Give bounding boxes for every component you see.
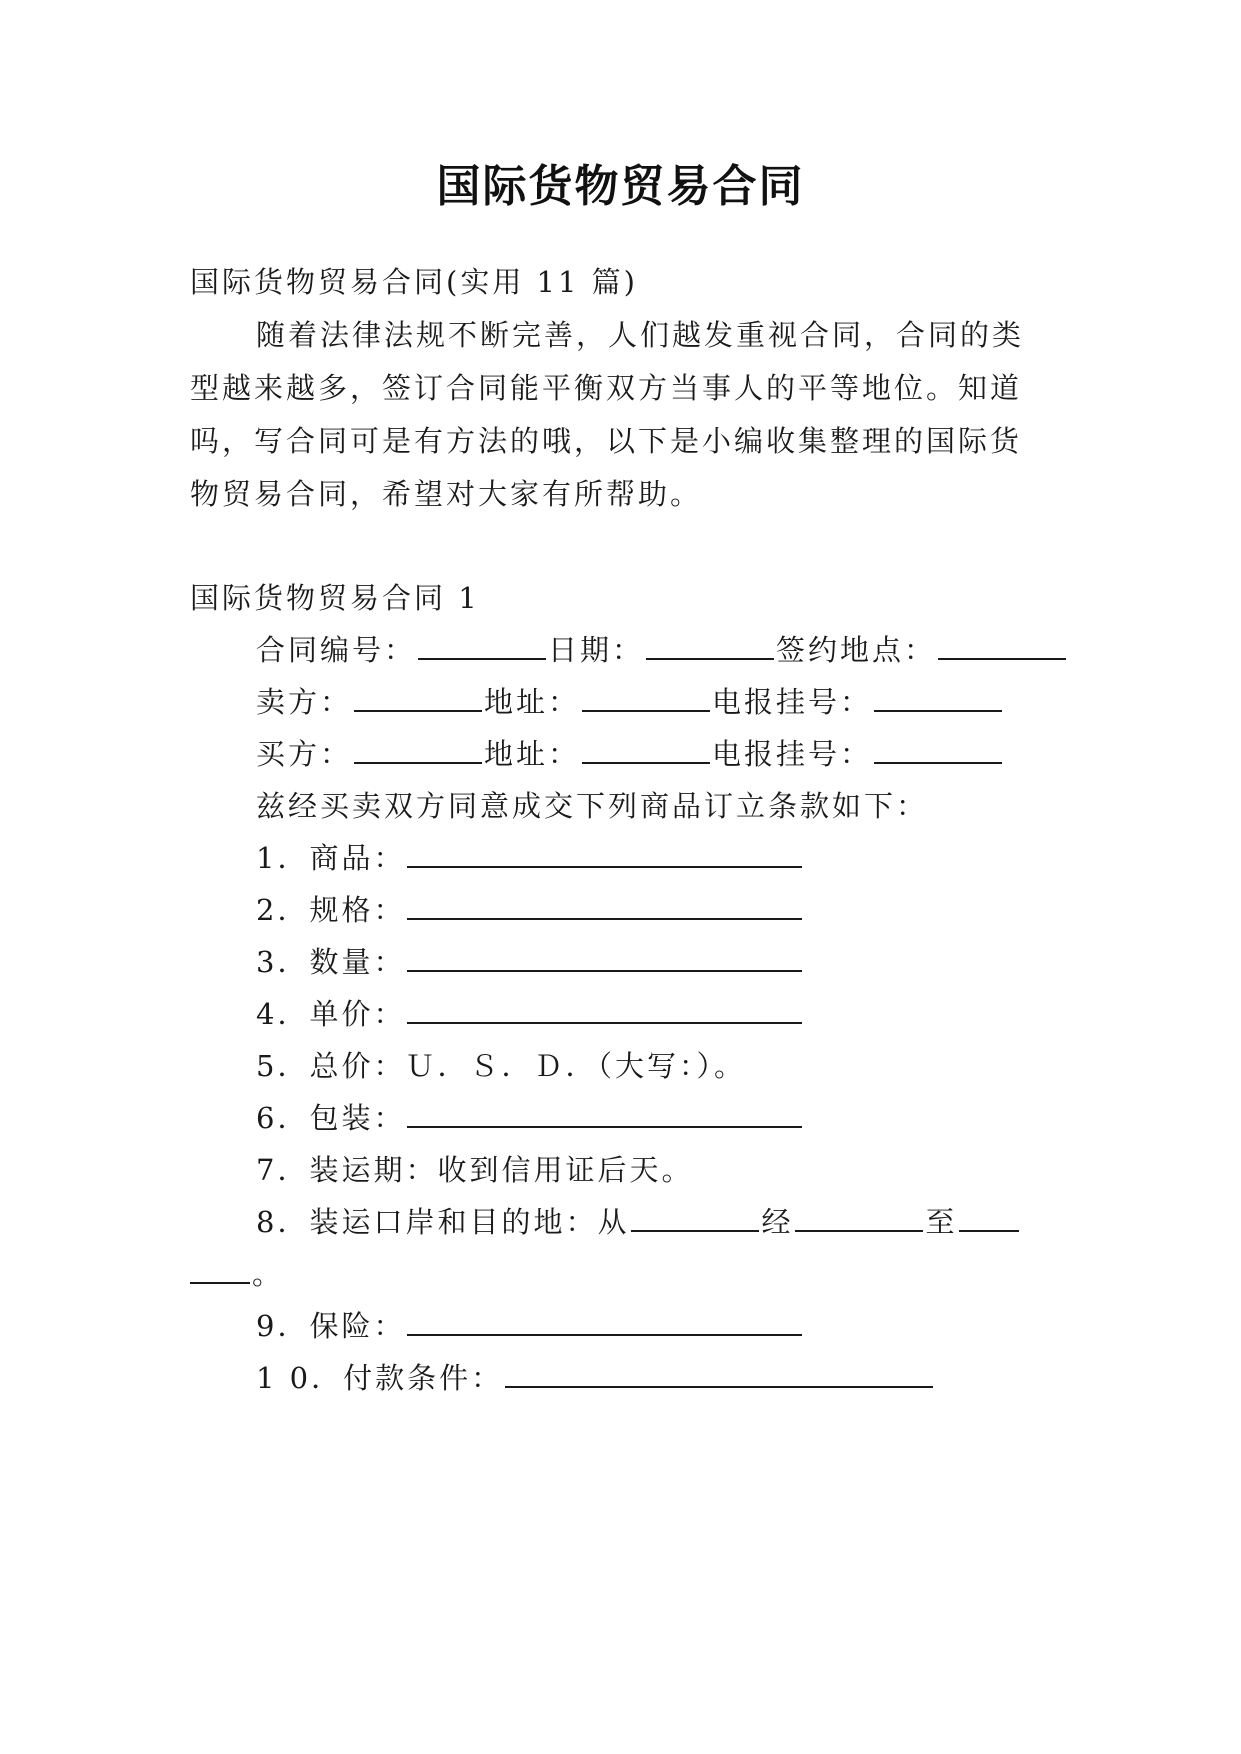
date-blank	[646, 630, 774, 660]
date-label: 日期：	[548, 633, 645, 667]
clause-6	[256, 1098, 1056, 1138]
header-row-contract	[256, 630, 1056, 670]
clause-1-label: 1．商品：	[256, 841, 406, 875]
clause-8-to-blank	[959, 1202, 1019, 1232]
clause-8	[256, 1202, 1056, 1242]
document-subtitle: 国际货物贸易合同(实用 11 篇)	[190, 265, 638, 299]
agreement-line: 兹经买卖双方同意成交下列商品订立条款如下：	[256, 789, 929, 823]
buyer-cable-label: 电报挂号：	[712, 737, 873, 771]
buyer-blank	[354, 734, 482, 764]
clause-8-from-blank	[631, 1202, 759, 1232]
clause-3-label: 3．数量：	[256, 945, 406, 979]
clause-7: 7．装运期：收到信用证后天。	[256, 1153, 694, 1187]
clause-2-label: 2．规格：	[256, 893, 406, 927]
header-row-seller	[256, 682, 1056, 722]
clause-6-label: 6．包装：	[256, 1101, 406, 1135]
clause-4	[256, 994, 1056, 1034]
seller-address-blank	[582, 682, 710, 712]
clause-4-label: 4．单价：	[256, 997, 406, 1031]
seller-cable-blank	[874, 682, 1002, 712]
seller-label: 卖方：	[256, 685, 353, 719]
clause-8-label: 8．装运口岸和目的地：从	[256, 1205, 630, 1239]
clause-2-blank	[407, 890, 802, 920]
clause-10	[256, 1358, 1056, 1398]
clause-6-blank	[407, 1098, 802, 1128]
clause-5: 5．总价：Ｕ．Ｓ．Ｄ．（大写：）。	[256, 1049, 746, 1083]
clause-8-end: 。	[252, 1257, 285, 1291]
clause-8-continuation	[190, 1254, 1050, 1294]
buyer-address-blank	[582, 734, 710, 764]
intro-line-2: 型越来越多，签订合同能平衡双方当事人的平等地位。知道	[190, 371, 1023, 405]
clause-9-blank	[407, 1306, 802, 1336]
contract-no-blank	[418, 630, 546, 660]
intro-line-3: 吗，写合同可是有方法的哦，以下是小编收集整理的国际货	[190, 424, 1023, 458]
place-label: 签约地点：	[776, 633, 937, 667]
clause-8-to-label: 至	[925, 1205, 958, 1239]
buyer-address-label: 地址：	[484, 737, 581, 771]
clause-9	[256, 1306, 1056, 1346]
document-title: 国际货物贸易合同	[436, 161, 805, 212]
clause-8-to-blank-cont	[190, 1254, 250, 1284]
clause-10-blank	[505, 1358, 933, 1388]
intro-line-1: 随着法律法规不断完善，人们越发重视合同，合同的类	[256, 318, 1025, 352]
intro-line-4: 物贸易合同，希望对大家有所帮助。	[190, 477, 703, 511]
section-heading: 国际货物贸易合同 1	[190, 581, 480, 615]
clause-1	[256, 838, 1056, 878]
clause-8-via-label: 经	[761, 1205, 794, 1239]
clause-4-blank	[407, 994, 802, 1024]
clause-9-label: 9．保险：	[256, 1309, 406, 1343]
clause-8-via-blank	[795, 1202, 923, 1232]
clause-3-blank	[407, 942, 802, 972]
seller-address-label: 地址：	[484, 685, 581, 719]
buyer-label: 买方：	[256, 737, 353, 771]
contract-no-label: 合同编号：	[256, 633, 417, 667]
seller-blank	[354, 682, 482, 712]
clause-2	[256, 890, 1056, 930]
header-row-buyer	[256, 734, 1056, 774]
seller-cable-label: 电报挂号：	[712, 685, 873, 719]
clause-3	[256, 942, 1056, 982]
buyer-cable-blank	[874, 734, 1002, 764]
clause-1-blank	[407, 838, 802, 868]
clause-10-label: 1 0．付款条件：	[256, 1361, 504, 1395]
place-blank	[938, 630, 1066, 660]
